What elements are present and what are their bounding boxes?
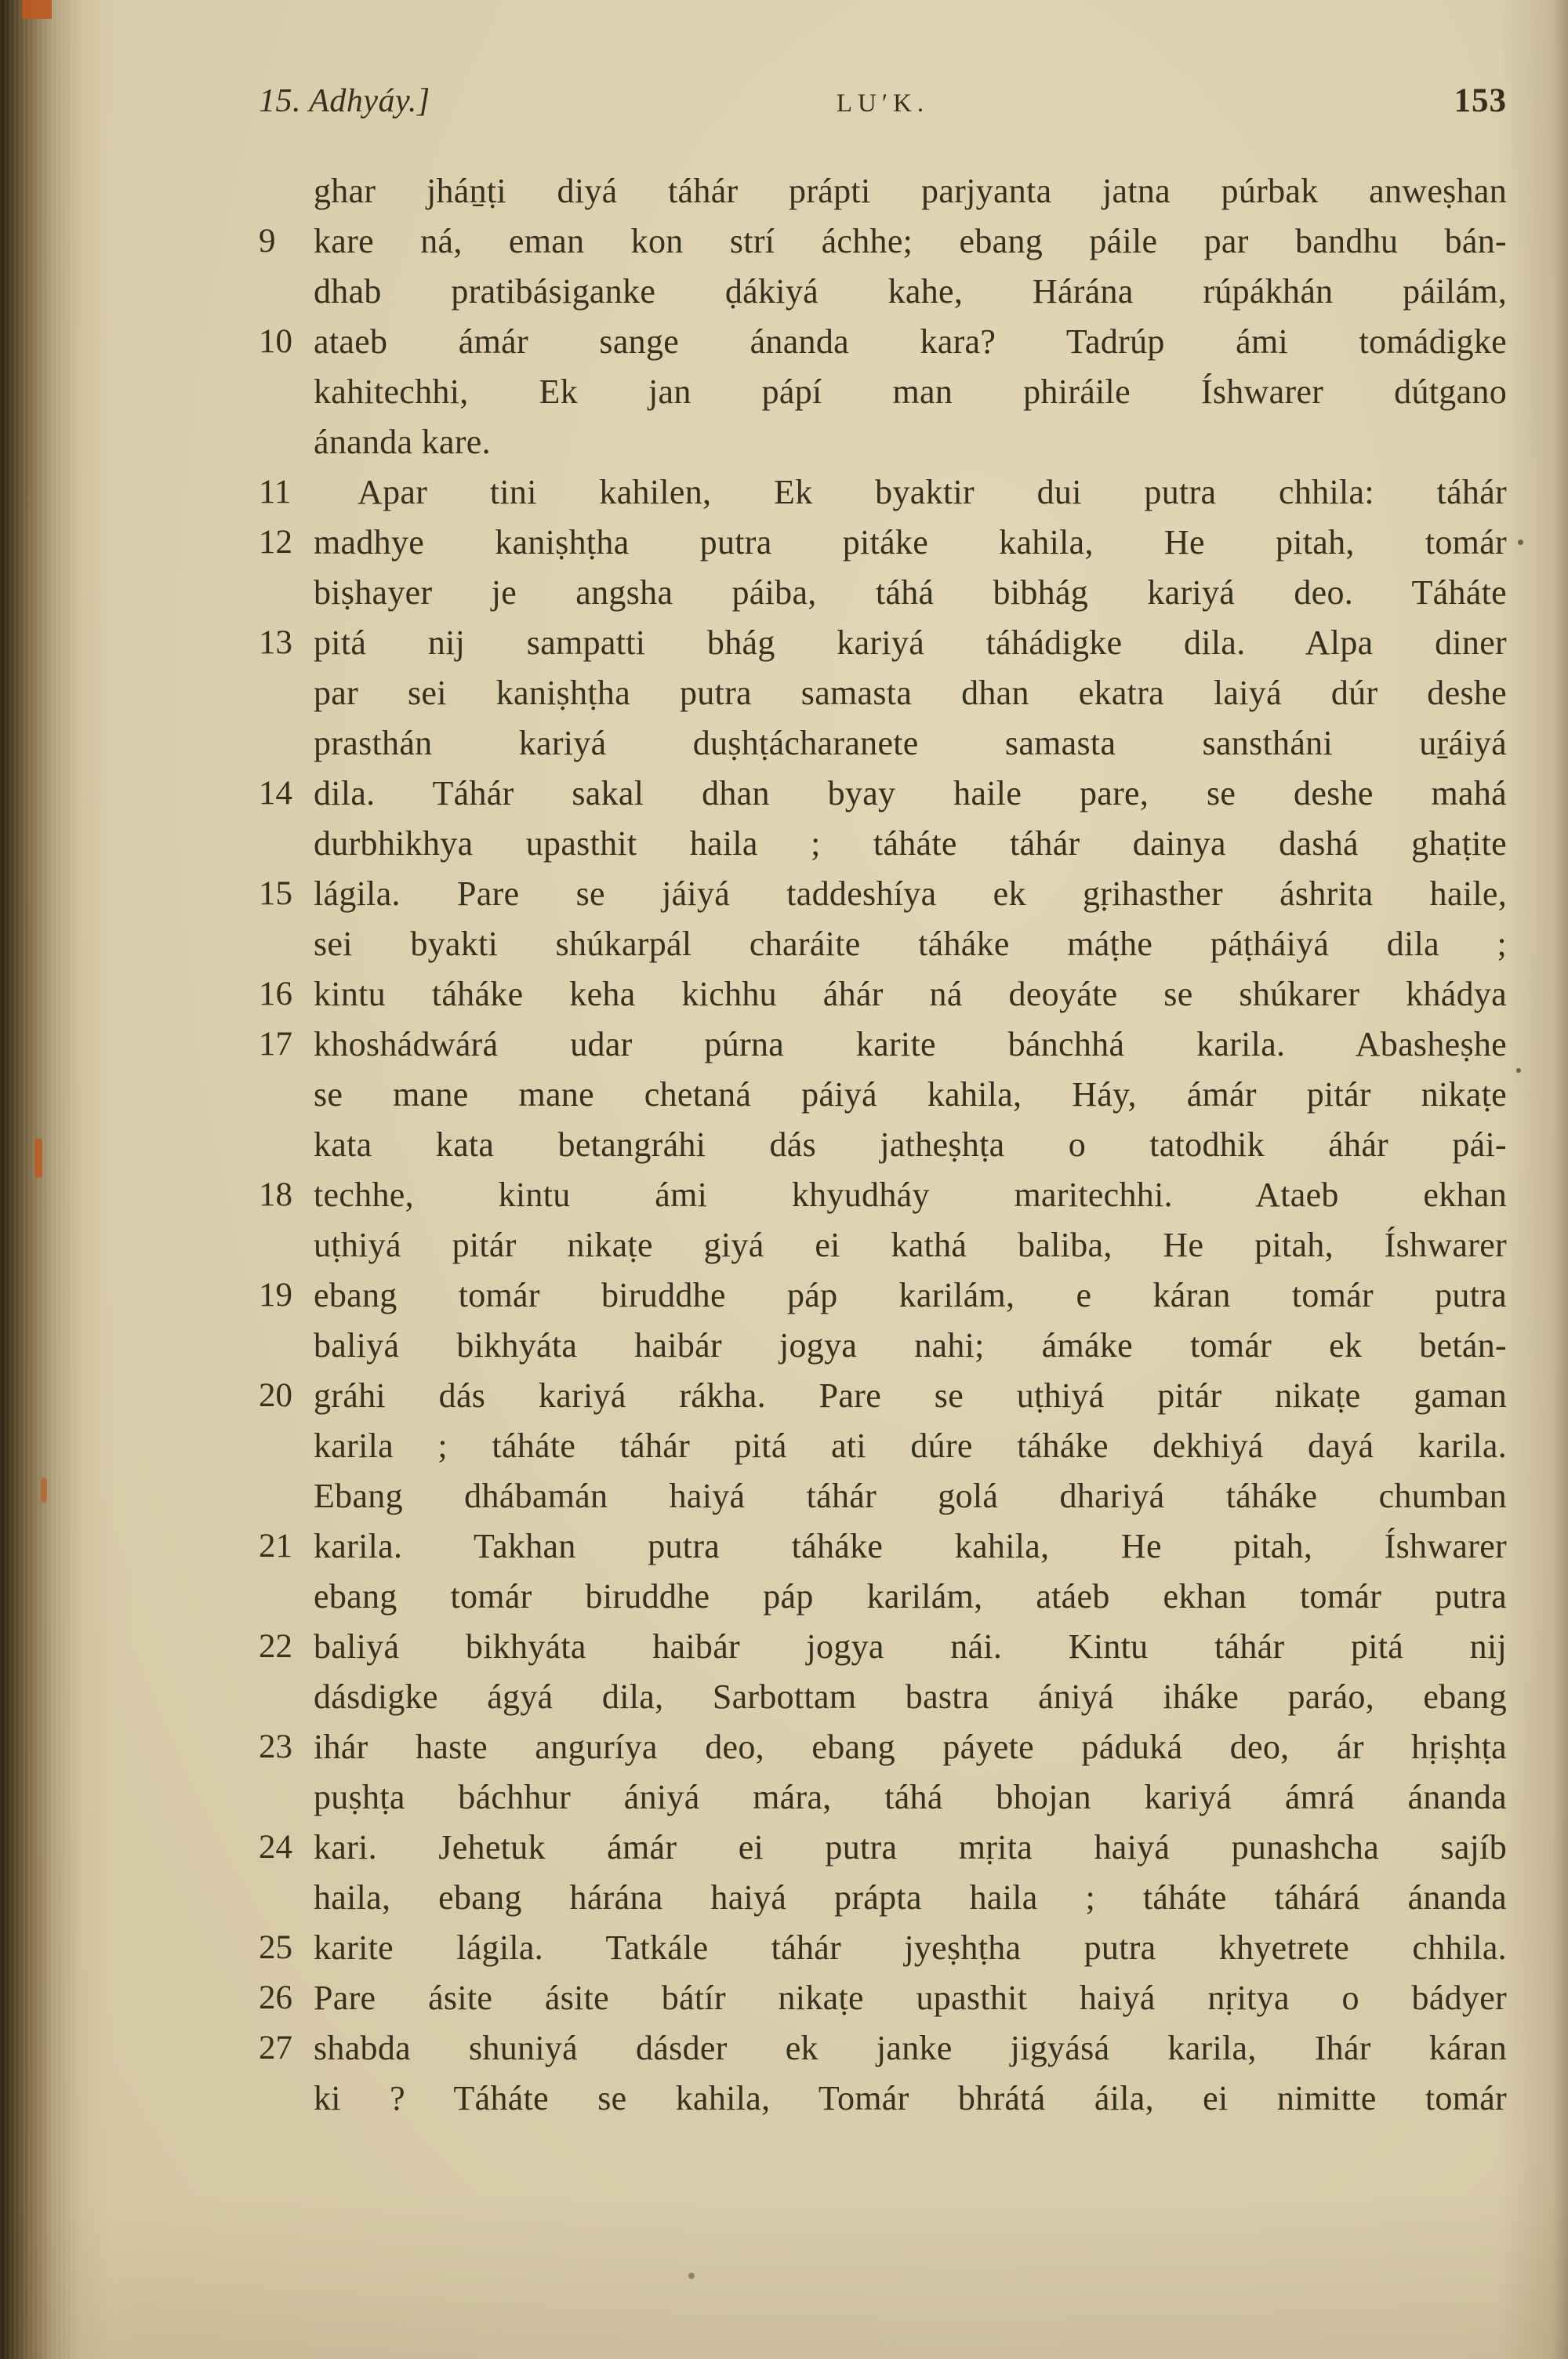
verse-text: Apar tini kahilen, Ek byaktir dui putra chhila: táhár [358,473,1507,511]
page-header [259,82,1507,120]
verse-text: kare ná, eman kon strí áchhe; ebang páile par bandhu bán- [314,222,1507,260]
verse-number [259,1120,314,1170]
text-line [259,1270,1507,1321]
verse-number: 9 [259,223,276,260]
verse-number [259,1220,314,1270]
verse-number [259,2074,314,2124]
verse-text: karila. Takhan putra táháke kahila, He pitah, Íshwarer [314,1527,1507,1565]
verse-number: 23 [259,1728,292,1765]
verse-number [259,668,314,718]
verse-number: 25 [259,1929,292,1966]
verse-number [259,1672,314,1722]
verse-text: khoshádwárá udar púrna karite bánchhá karila. Abasheṣhe [314,1025,1507,1063]
text-line [259,1421,1507,1471]
verse-text: kintu táháke keha kichhu áhár ná deoyáte se shúkarer khádya [314,975,1507,1013]
text-line [259,216,1507,267]
text-line [259,1873,1507,1923]
book-spine-edge [0,0,74,2359]
verse-number [259,819,314,869]
text-line [259,1371,1507,1421]
verse-text: karila ; táháte táhár pitá ati dúre táháke dekhiyá dayá karila. [314,1427,1507,1465]
verse-text: ihár haste anguríya deo, ebang páyete páduká deo, ár hṛiṣhṭa [314,1728,1507,1766]
verse-text: ebang tomár biruddhe páp karilám, atáeb ekhan tomár putra [314,1577,1507,1616]
text-line [259,1521,1507,1572]
verse-number: 18 [259,1176,292,1213]
verse-text: biṣhayer je angsha páiba, táhá bibhág kariyá deo. Táháte [314,573,1507,612]
verse-text: gráhi dás kariyá rákha. Pare se uṭhiyá pitár nikaṭe gaman [314,1376,1507,1415]
verse-text: uṭhiyá pitár nikaṭe giyá ei kathá baliba, He pitah, Íshwarer [314,1226,1507,1264]
verse-number [259,1070,314,1120]
verse-number [259,1471,314,1521]
text-line [259,2074,1507,2124]
verse-text: Pare ásite ásite bátír nikaṭe upasthit haiyá nṛitya o bádyer [314,1979,1507,2017]
verse-number [259,1321,314,1371]
verse-number [259,718,314,769]
verse-number: 17 [259,1026,292,1063]
text-line [259,1220,1507,1270]
text-line [259,1020,1507,1070]
text-line [259,1622,1507,1672]
verse-text: ataeb ámár sange ánanda kara? Tadrúp ámi tomádigke [314,322,1507,361]
verse-text: durbhikhya upasthit haila ; táháte táhár dainya dashá ghaṭite [314,824,1507,863]
verse-number: 22 [259,1628,292,1665]
verse-number [259,1772,314,1823]
running-title: LU′K. [836,89,930,118]
verse-text: dásdigke ágyá dila, Sarbottam bastra ániyá iháke paráo, ebang [314,1677,1507,1716]
scan-speck [1516,1068,1521,1073]
verse-number: 16 [259,976,292,1012]
text-line [259,1923,1507,1973]
scan-artifact [22,0,52,19]
verse-text: techhe, kintu ámi khyudháy maritechhi. Ataeb ekhan [314,1176,1507,1214]
text-line [259,969,1507,1020]
verse-number: 15 [259,875,292,912]
verse-number [259,568,314,618]
verse-text: dila. Táhár sakal dhan byay haile pare, se deshe mahá [314,774,1507,812]
text-line [259,618,1507,668]
text-line [259,367,1507,417]
text-line [259,1973,1507,2023]
scan-speck [1518,540,1523,545]
text-line [259,1170,1507,1220]
text-line [259,1772,1507,1823]
text-line [259,869,1507,919]
text-line [259,668,1507,718]
scan-artifact [34,1139,42,1178]
text-line [259,1672,1507,1722]
verse-text: puṣhṭa báchhur ániyá mára, táhá bhojan kariyá ámrá ánanda [314,1778,1507,1816]
scan-speck [688,2273,695,2279]
verse-text: prasthán kariyá duṣhṭácharanete samasta sanstháni uṟáiyá [314,724,1507,762]
text-block [259,166,1507,2124]
verse-number: 27 [259,2030,292,2066]
scan-artifact [41,1478,47,1503]
verse-number: 13 [259,624,292,661]
verse-text: dhab pratibásiganke ḍákiyá kahe, Hárána rúpákhán páilám, [314,272,1507,311]
verse-number [259,1572,314,1622]
text-line [259,166,1507,216]
verse-number: 19 [259,1277,292,1314]
text-line [259,718,1507,769]
text-line [259,467,1507,518]
verse-number [259,417,314,467]
verse-text: madhye kaniṣhṭha putra pitáke kahila, He pitah, tomár [314,523,1507,562]
text-line [259,1823,1507,1873]
verse-number: 12 [259,524,292,561]
verse-number: 10 [259,323,292,360]
verse-text: haila, ebang hárána haiyá prápta haila ; táháte táhárá ánanda [314,1878,1507,1917]
verse-number: 21 [259,1528,292,1565]
verse-text: pitá nij sampatti bhág kariyá táhádigke dila. Alpa diner [314,623,1507,662]
chapter-heading: 15. Adhyáy.] [259,83,430,119]
verse-number: 26 [259,1979,292,2016]
verse-number [259,367,314,417]
text-line [259,1722,1507,1772]
verse-text: se mane mane chetaná páiyá kahila, Háy, ámár pitár nikaṭe [314,1075,1507,1114]
verse-number: 14 [259,775,292,812]
text-line [259,417,1507,467]
verse-number: 20 [259,1377,292,1414]
verse-text: ki ? Táháte se kahila, Tomár bhrátá áila, ei nimitte tomár [314,2079,1507,2117]
verse-text: baliyá bikhyáta haibár jogya nahi; ámáke tomár ek betán- [314,1326,1507,1365]
verse-number: 24 [259,1829,292,1866]
page-number: 153 [1454,82,1508,119]
verse-text: kari. Jehetuk ámár ei putra mṛita haiyá punashcha sajíb [314,1828,1507,1866]
verse-number [259,1421,314,1471]
verse-text: lágila. Pare se jáiyá taddeshíya ek gṛihasther áshrita haile, [314,874,1507,913]
verse-text: Ebang dhábamán haiyá táhár golá dhariyá táháke chumban [314,1477,1507,1515]
text-line [259,1471,1507,1521]
verse-text: ebang tomár biruddhe páp karilám, e káran tomár putra [314,1276,1507,1314]
text-line [259,518,1507,568]
text-line [259,317,1507,367]
verse-text: baliyá bikhyáta haibár jogya nái. Kintu táhár pitá nij [314,1627,1507,1666]
text-line [259,568,1507,618]
text-line [259,1321,1507,1371]
verse-number [259,919,314,969]
verse-text: par sei kaniṣhṭha putra samasta dhan ekatra laiyá dúr deshe [314,674,1507,712]
verse-text: ghar jháṉṭi diyá táhár prápti parjyanta jatna púrbak anweṣhan [314,172,1507,210]
verse-text: sei byakti shúkarpál charáite táháke máṭhe páṭháiyá dila ; [314,925,1507,963]
text-line [259,919,1507,969]
text-line [259,1120,1507,1170]
verse-number [259,166,314,216]
text-line [259,2023,1507,2074]
verse-text: karite lágila. Tatkále táhár jyeṣhṭha putra khyetrete chhila. [314,1928,1507,1967]
verse-text: kahitechhi, Ek jan pápí man phiráile Íshwarer dútgano [314,373,1507,411]
verse-text: shabda shuniyá dásder ek janke jigyásá karila, Ihár káran [314,2029,1507,2067]
verse-text: kata kata betangráhi dás jatheṣhṭa o tatodhik áhár pái- [314,1125,1507,1164]
text-line [259,1070,1507,1120]
text-line [259,769,1507,819]
verse-text: ánanda kare. [314,423,491,461]
verse-number [259,267,314,317]
verse-number: 11 [259,474,292,511]
verse-number [259,1873,314,1923]
text-line [259,267,1507,317]
text-line [259,1572,1507,1622]
text-line [259,819,1507,869]
